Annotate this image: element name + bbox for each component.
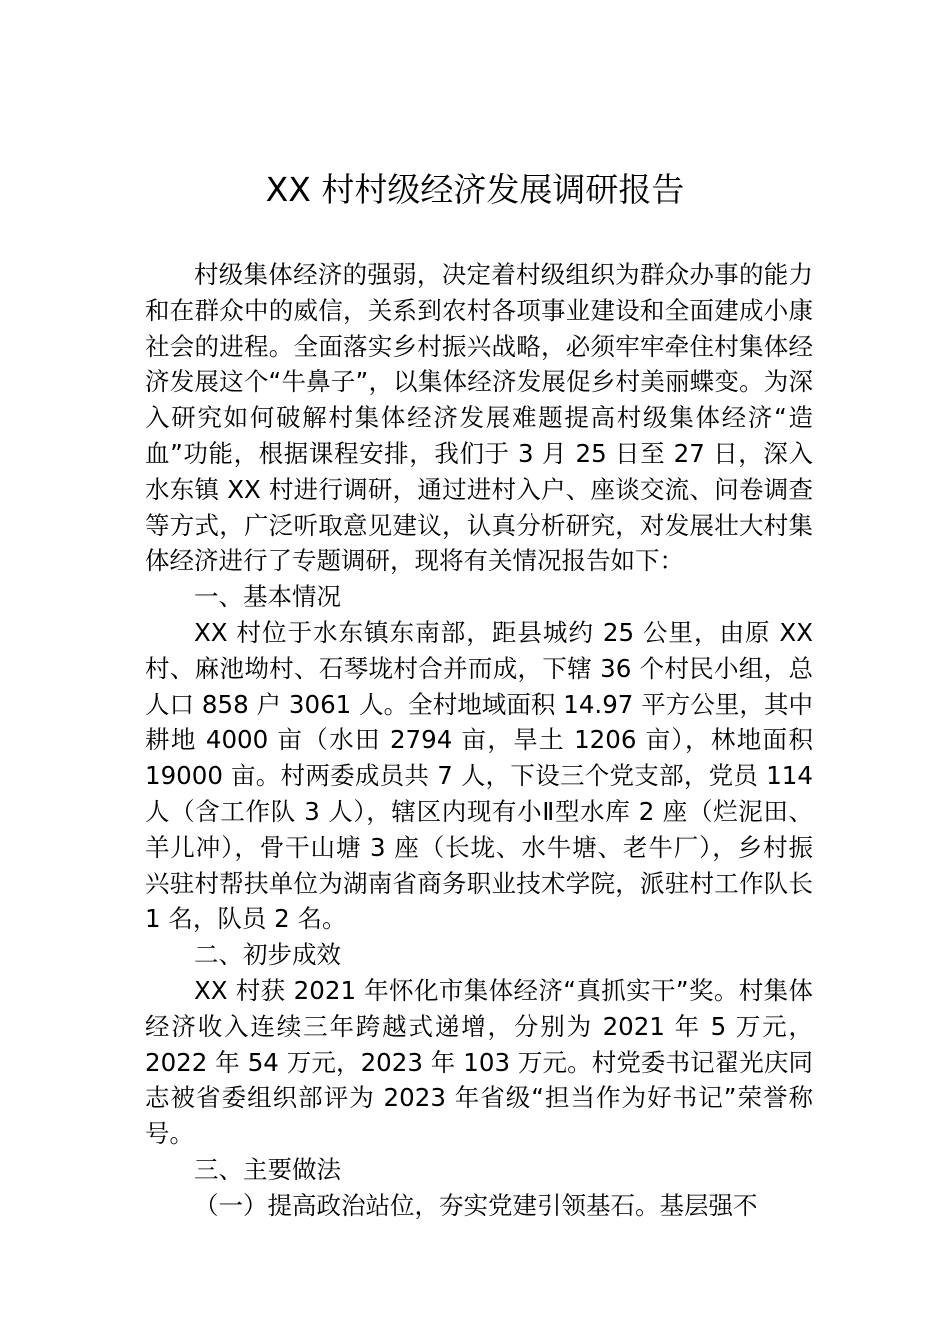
basic-situation-paragraph: XX 村位于水东镇东南部，距县城约 25 公里，由原 XX 村、麻池坳村、石琴垅村合并而成，下辖 36 个村民小组，总人口 858 户 3061 人。全村地域面积 14.97 平方公里，其中耕地 4000 亩（水田 2794 亩，旱土 1206 亩），林地面积 19000 亩。村两委成员共 7 人，下设三个党支部，党员 114 人（含工作队 3 人），辖区内现有小Ⅱ型水库 2 座（烂泥田、羊儿冲），骨干山塘 3 座（长垅、水牛塘、老牛厂），乡村振兴驻村帮扶单位为湖南省商务职业技术学院，派驻村工作队长 1 名，队员 2 名。: [145, 617, 813, 934]
section-heading-initial-results: 二、初步成效: [194, 940, 341, 970]
initial-results-paragraph: XX 村获 2021 年怀化市集体经济“真抓实干”奖。村集体经济收入连续三年跨越式递增，分别为 2021 年 5 万元，2022 年 54 万元，2023 年 103 万元。村党委书记翟光庆同志被省委组织部评为 2023 年省级“担当作为好书记”荣誉称号。: [145, 975, 813, 1149]
section-heading-main-practices: 三、主要做法: [194, 1154, 341, 1184]
document-title: XX 村村级经济发展调研报告: [265, 170, 685, 209]
intro-paragraph: 村级集体经济的强弱，决定着村级组织为群众办事的能力和在群众中的威信，关系到农村各项事业建设和全面建成小康社会的进程。全面落实乡村振兴战略，必须牢牢牵住村集体经济发展这个“牛鼻子”，以集体经济发展促乡村美丽蝶变。为深入研究如何破解村集体经济发展难题提高村级集体经济“造血”功能，根据课程安排，我们于 3 月 25 日至 27 日，深入水东镇 XX 村进行调研，通过进村入户、座谈交流、问卷调查等方式，广泛听取意见建议，认真分析研究，对发展壮大村集体经济进行了专题调研，现将有关情况报告如下：: [145, 260, 813, 576]
document-body: [145, 257, 813, 1224]
section-heading-basic-situation: 一、基本情况: [194, 582, 341, 612]
main-practices-paragraph: （一）提高政治站位，夯实党建引领基石。基层强不: [194, 1190, 758, 1220]
